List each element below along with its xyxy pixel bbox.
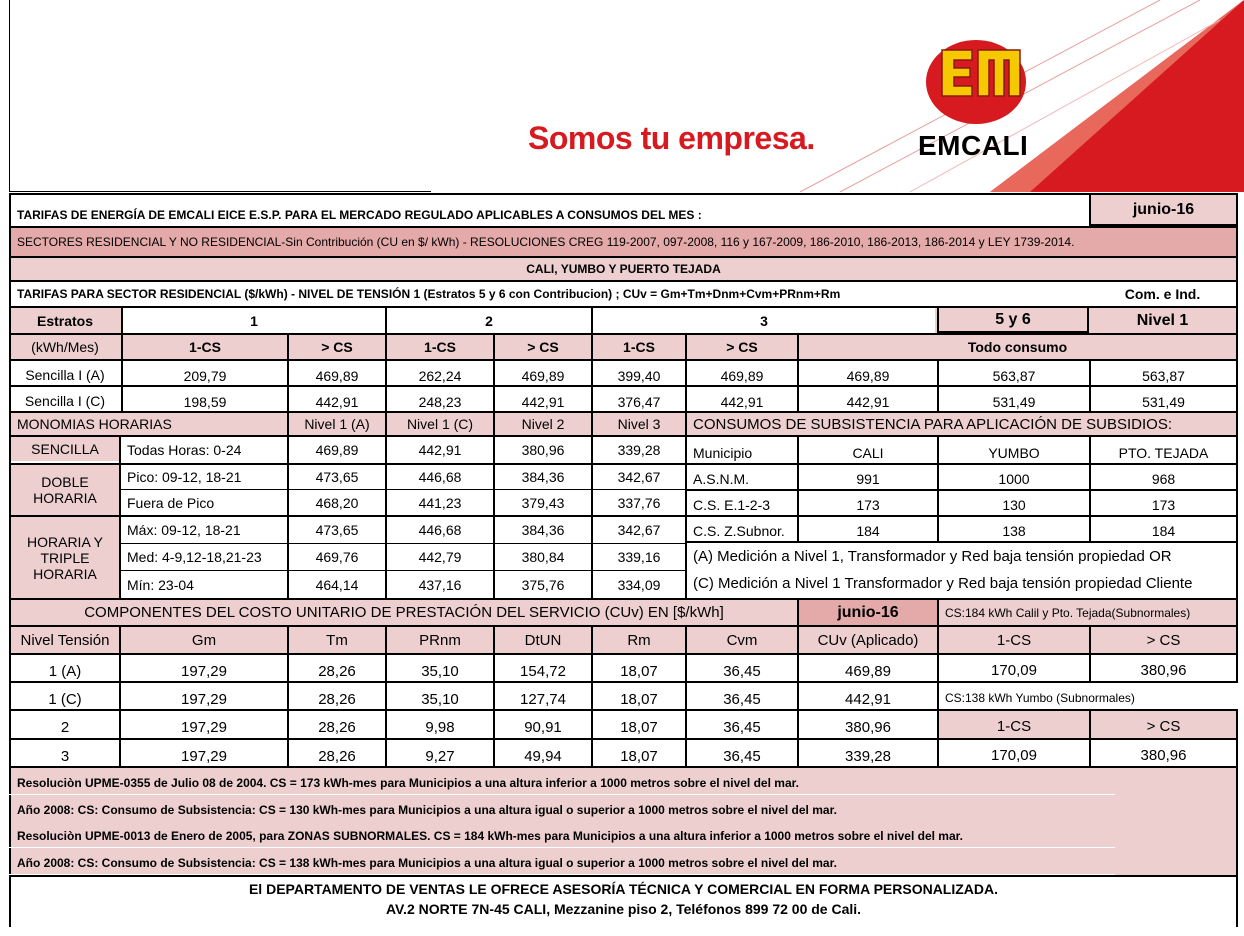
estrato-1-header: 1 — [121, 308, 385, 333]
estrato-2-header: 2 — [385, 308, 591, 333]
cs-subnormal-cell: 170,09 — [937, 653, 1089, 681]
subs-cell: 968 — [1089, 463, 1238, 489]
subs-cell: 173 — [1089, 489, 1238, 515]
e1-cs-header: 1-CS — [121, 335, 287, 359]
comp-cell: 197,29 — [119, 655, 287, 681]
footer-line-1: El DEPARTAMENTO DE VENTAS LE OFRECE ASESORÍA TÉCNICA Y COMERCIAL EN FORMA PERSONALIZADA. — [248, 881, 999, 897]
cs-subnormal-cell: 380,96 — [1089, 653, 1238, 681]
subsistencia-title: CONSUMOS DE SUBSISTENCIA PARA APLICACIÓN DE SUBSIDIOS: — [685, 413, 1236, 435]
componentes-month: junio-16 — [797, 600, 937, 625]
footnote-line: Resoluciòn UPME-0355 de Julio 08 de 2004. CS = 173 kWh-mes para Municipios a una altura inferior a 1000 metros sobre el nivel del mar. — [9, 768, 1115, 794]
estratos-row-value: 209,79 — [121, 361, 287, 385]
cities-line: CALI, YUMBO Y PUERTO TEJADA — [9, 256, 1238, 280]
tariff-month: junio-16 — [1089, 193, 1238, 226]
e2-cs-header: 1-CS — [385, 335, 493, 359]
monomias-row-label: Pico: 09-12, 18-21 — [119, 463, 287, 489]
monomias-row-label: Mín: 23-04 — [119, 570, 287, 598]
monomias-h-n1c: Nivel 1 (C) — [385, 413, 493, 435]
subs-header-cell: Municipio — [685, 435, 797, 463]
brand-name-text: EMCALI — [918, 130, 1029, 161]
comp-cell: 1 (C) — [48, 690, 82, 708]
subs-cell: 184 — [797, 515, 937, 541]
doble-group-label: DOBLE HORARIA — [11, 463, 119, 515]
comp-cell: 9,27 — [385, 740, 493, 766]
monomias-row-value: 384,36 — [493, 463, 591, 489]
sencilla-group-label: SENCILLA — [11, 437, 119, 461]
comp-cell: 90,91 — [493, 711, 591, 738]
estrato-56-header: 5 y 6 — [937, 308, 1089, 333]
comp-header-cell: Gm — [119, 627, 287, 653]
comp-cell: 154,72 — [493, 655, 591, 681]
comp-cell: 28,26 — [287, 655, 385, 681]
slogan-text: Somos tu empresa. — [528, 120, 815, 156]
monomias-row-value: 468,20 — [287, 489, 385, 515]
comp-cell: 36,45 — [685, 711, 797, 738]
emcali-logo-icon — [922, 30, 1034, 128]
footnote-line: Año 2008: CS: Consumo de Subsistencia: CS = 138 kWh-mes para Municipios a una altura igual o superior a 1000 metros sobre el nivel del mar. — [9, 848, 1115, 874]
subs-cell: 138 — [937, 515, 1089, 541]
subs-header-cell: YUMBO — [937, 435, 1089, 463]
estratos-row-value: 469,89 — [493, 361, 591, 385]
comp-cell: 28,26 — [287, 683, 385, 709]
comp-header-cell: DtUN — [493, 627, 591, 653]
subs-header-cell: CALI — [797, 435, 937, 463]
triple-group-label: HORARIA Y TRIPLE HORARIA — [11, 515, 119, 598]
subs-cell: C.S. E.1-2-3 — [685, 489, 797, 515]
estratos-row-value: 469,89 — [287, 361, 385, 385]
comp-header-cell: Tm — [287, 627, 385, 653]
estratos-row-label: Sencilla I (C) — [24, 393, 106, 409]
monomias-row-value: 380,84 — [493, 543, 591, 570]
note-a: (A) Medición a Nivel 1, Transformador y Red baja tensión propiedad OR — [685, 541, 1238, 569]
cs-subnormal-cell: 170,09 — [937, 738, 1089, 766]
estratos-row-value: 469,89 — [685, 361, 797, 385]
com-ind-label: Com. e Ind. — [1089, 280, 1238, 306]
comp-cell: 197,29 — [119, 683, 287, 709]
estratos-row-value: 442,91 — [797, 387, 937, 411]
monomias-row-value: 473,65 — [287, 463, 385, 489]
footnote-line: Resoluciòn UPME-0013 de Enero de 2005, para ZONAS SUBNORMALES. CS = 184 kWh-mes para Municipios a una altura inferior a 1000 metros sobre el nivel del mar. — [9, 821, 1115, 847]
cs-subnormal-cell: 1-CS — [937, 709, 1089, 738]
monomias-row-value: 375,76 — [493, 570, 591, 598]
estratos-row-value: 376,47 — [591, 387, 685, 411]
nivel1-header: Nivel 1 — [1136, 311, 1189, 329]
cs184-gtcs-header: > CS — [1089, 627, 1236, 653]
estratos-row-value: 442,91 — [493, 387, 591, 411]
unit-label: (kWh/Mes) — [31, 339, 99, 355]
tariff-table — [9, 193, 1238, 927]
monomias-row-value: 442,79 — [385, 543, 493, 570]
cs-subnormal-cell: > CS — [1089, 709, 1238, 738]
estratos-row-value: 563,87 — [1089, 361, 1236, 385]
monomias-row-value: 446,68 — [385, 463, 493, 489]
comp-cell: 469,89 — [797, 655, 937, 681]
componentes-title: COMPONENTES DEL COSTO UNITARIO DE PRESTACIÓN DEL SERVICIO (CUv) EN [$/kWh] — [84, 604, 724, 621]
comp-header-cell: Nivel Tensión — [20, 631, 110, 649]
monomias-row-value: 337,76 — [591, 489, 685, 515]
monomias-row-value: 464,14 — [287, 570, 385, 598]
monomias-h-n2: Nivel 2 — [493, 413, 591, 435]
comp-cell: 380,96 — [797, 711, 937, 738]
subs-cell: A.S.N.M. — [685, 463, 797, 489]
estratos-label: Estratos — [36, 312, 94, 329]
monomias-row-value: 437,16 — [385, 570, 493, 598]
estratos-row-value: 531,49 — [937, 387, 1089, 411]
monomias-row-label: Máx: 09-12, 18-21 — [119, 515, 287, 543]
monomias-row-value: 342,67 — [591, 515, 685, 543]
comp-cell: 442,91 — [797, 683, 937, 709]
comp-cell: 197,29 — [119, 740, 287, 766]
e3-cs-header: 1-CS — [591, 335, 685, 359]
comp-cell: 28,26 — [287, 740, 385, 766]
monomias-row-value: 469,76 — [287, 543, 385, 570]
comp-cell: 18,07 — [591, 683, 685, 709]
note-c: (C) Medición a Nivel 1 Transformador y Red baja tensión propiedad Cliente — [685, 569, 1238, 598]
estratos-row-value: 531,49 — [1089, 387, 1236, 411]
footnote-line: Año 2008: CS: Consumo de Subsistencia: CS = 130 kWh-mes para Municipios a una altura igual o superior a 1000 metros sobre el nivel del mar. — [9, 795, 1115, 821]
comp-cell: 1 (A) — [48, 662, 82, 680]
comp-cell: 35,10 — [385, 683, 493, 709]
monomias-row-label: Todas Horas: 0-24 — [119, 437, 287, 463]
sectors-line: SECTORES RESIDENCIAL Y NO RESIDENCIAL-Sin Contribución (CU en $/ kWh) - RESOLUCIONES CREG 119-2007, 097-2008, 116 y 167-2009, 186-2010, 186-2013, 186-2014 y LEY 1739-2014. — [9, 226, 1238, 256]
estratos-row-value: 262,24 — [385, 361, 493, 385]
monomias-row-value: 339,16 — [591, 543, 685, 570]
monomias-row-value: 379,43 — [493, 489, 591, 515]
estratos-row-value: 198,59 — [121, 387, 287, 411]
cs184-title: CS:184 kWh Calil y Pto. Tejada(Subnormales) — [937, 600, 1236, 625]
estratos-row-label: Sencilla I (A) — [25, 367, 105, 383]
notes-right-strip — [1115, 768, 1238, 875]
monomias-h-n3: Nivel 3 — [591, 413, 685, 435]
comp-cell: 28,26 — [287, 711, 385, 738]
e2-gtcs-header: > CS — [493, 335, 591, 359]
todo-consumo-header: Todo consumo — [797, 335, 1236, 359]
comp-cell: 18,07 — [591, 711, 685, 738]
cs-subnormal-cell: 380,96 — [1089, 738, 1238, 766]
monomias-row-value: 441,23 — [385, 489, 493, 515]
monomias-row-value: 334,09 — [591, 570, 685, 598]
residential-heading: TARIFAS PARA SECTOR RESIDENCIAL ($/kWh) - NIVEL DE TENSIÓN 1 (Estratos 5 y 6 con Contribucion) ; CUv = Gm+Tm+Dnm+Cvm+PRnm+Rm — [9, 280, 1089, 306]
comp-header-cell: Cvm — [685, 627, 797, 653]
footer-line-2: AV.2 NORTE 7N-45 CALI, Mezzanine piso 2, Teléfonos 899 72 00 de Cali. — [385, 901, 862, 917]
comp-cell: 3 — [60, 747, 70, 765]
comp-cell: 49,94 — [493, 740, 591, 766]
monomias-row-value: 469,89 — [287, 437, 385, 463]
monomias-row-value: 339,28 — [591, 437, 685, 463]
header-banner — [0, 0, 1244, 192]
monomias-h-n1a: Nivel 1 (A) — [287, 413, 385, 435]
estratos-row-value: 442,91 — [685, 387, 797, 411]
subs-cell: 991 — [797, 463, 937, 489]
estrato-3-header: 3 — [591, 308, 935, 333]
cs-subnormal-cell: CS:138 kWh Yumbo (Subnormales) — [937, 681, 1238, 709]
subs-header-cell: PTO. TEJADA — [1089, 435, 1238, 463]
subs-cell: 184 — [1089, 515, 1238, 541]
subs-cell: 130 — [937, 489, 1089, 515]
comp-header-cell: CUv (Aplicado) — [797, 627, 937, 653]
cs184-1cs-header: 1-CS — [937, 627, 1089, 653]
estratos-row-value: 442,91 — [287, 387, 385, 411]
estratos-row-value: 469,89 — [797, 361, 937, 385]
monomias-row-value: 384,36 — [493, 515, 591, 543]
comp-cell: 18,07 — [591, 655, 685, 681]
subs-cell: 173 — [797, 489, 937, 515]
comp-cell: 36,45 — [685, 740, 797, 766]
tariff-title: TARIFAS DE ENERGÍA DE EMCALI EICE E.S.P. PARA EL MERCADO REGULADO APLICABLES A CONSUMOS DEL MES : — [9, 193, 1089, 226]
comp-cell: 2 — [60, 719, 70, 736]
estratos-row-value: 399,40 — [591, 361, 685, 385]
comp-cell: 197,29 — [119, 711, 287, 738]
comp-cell: 339,28 — [797, 740, 937, 766]
monomias-row-label: Med: 4-9,12-18,21-23 — [119, 543, 287, 570]
monomias-row-value: 473,65 — [287, 515, 385, 543]
monomias-row-label: Fuera de Pico — [119, 489, 287, 515]
comp-cell: 18,07 — [591, 740, 685, 766]
estratos-row-value: 248,23 — [385, 387, 493, 411]
estratos-row-value: 563,87 — [937, 361, 1089, 385]
subs-cell: 1000 — [937, 463, 1089, 489]
comp-cell: 36,45 — [685, 683, 797, 709]
comp-cell: 9,98 — [385, 711, 493, 738]
monomias-row-value: 442,91 — [385, 437, 493, 463]
e1-gtcs-header: > CS — [287, 335, 385, 359]
monomias-row-value: 446,68 — [385, 515, 493, 543]
comp-cell: 36,45 — [685, 655, 797, 681]
e3-gtcs-header: > CS — [685, 335, 797, 359]
comp-header-cell: Rm — [591, 627, 685, 653]
comp-cell: 35,10 — [385, 655, 493, 681]
monomias-row-value: 342,67 — [591, 463, 685, 489]
comp-cell: 127,74 — [493, 683, 591, 709]
comp-header-cell: PRnm — [385, 627, 493, 653]
monomias-row-value: 380,96 — [493, 437, 591, 463]
monomias-title: MONOMIAS HORARIAS — [17, 416, 172, 432]
subs-cell: C.S. Z.Subnor. — [685, 515, 797, 541]
